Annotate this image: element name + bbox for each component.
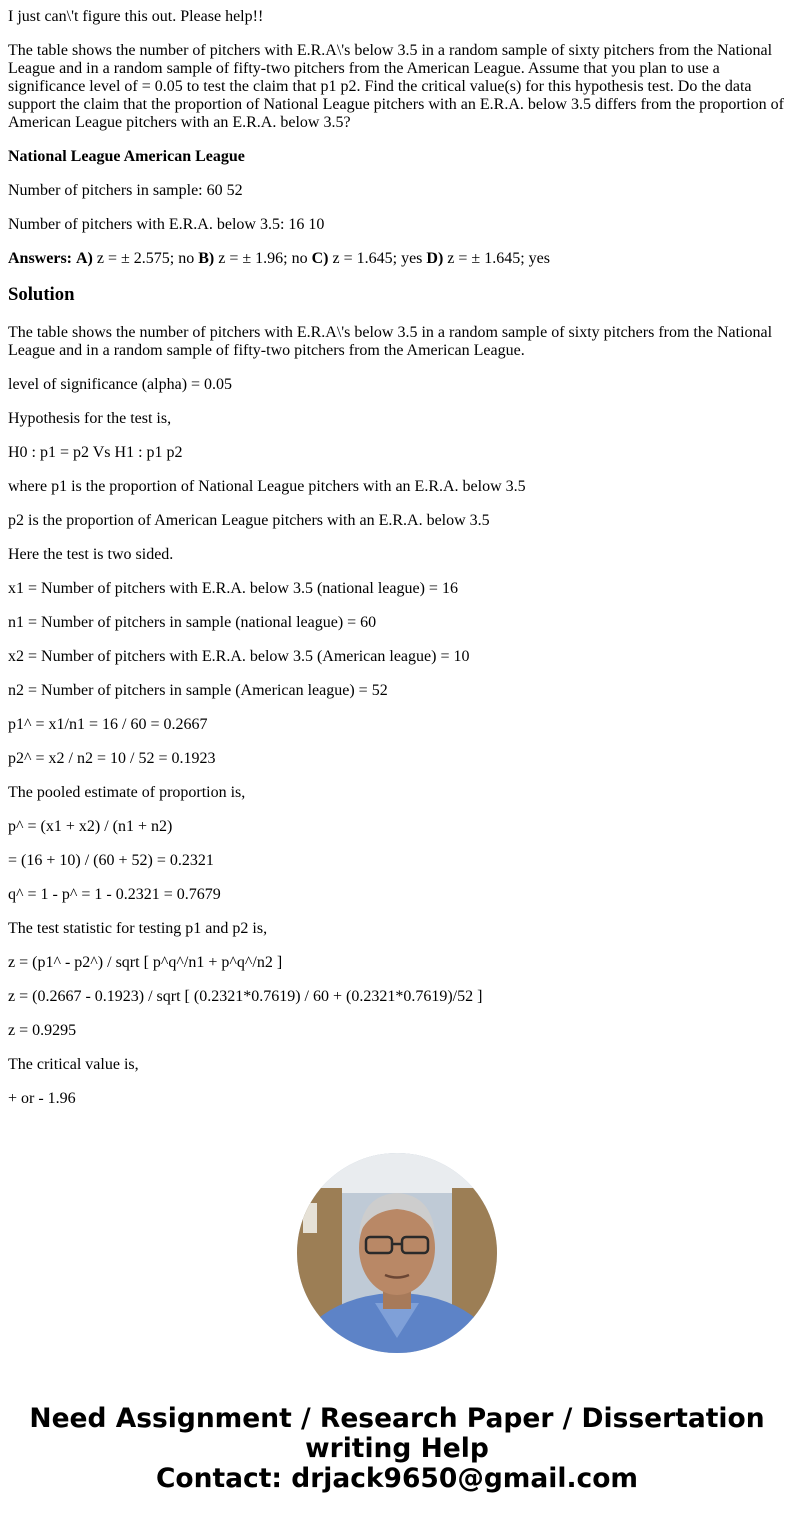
option-text: z = ± 2.575; no bbox=[92, 250, 199, 267]
option-text: z = ± 1.96; no bbox=[214, 250, 312, 267]
solution-line: p^ = (x1 + x2) / (n1 + n2) bbox=[8, 818, 173, 835]
solution-line: Hypothesis for the test is, bbox=[8, 410, 172, 427]
solution-line: level of significance (alpha) = 0.05 bbox=[8, 376, 233, 393]
solution-line: The critical value is, bbox=[8, 1056, 139, 1073]
question-intro: I just can\'t figure this out. Please help!! bbox=[8, 8, 264, 25]
solution-line: x1 = Number of pitchers with E.R.A. below 3.5 (national league) = 16 bbox=[8, 580, 458, 597]
promo-line: Need Assignment / Research Paper / Dissertation bbox=[29, 1403, 765, 1434]
answer-options bbox=[8, 250, 786, 268]
solution-line: H0 : p1 = p2 Vs H1 : p1 p2 bbox=[8, 444, 183, 461]
answers-label: Answers: bbox=[8, 250, 72, 267]
solution-line: z = 0.9295 bbox=[8, 1022, 77, 1039]
solution-line: p2 is the proportion of American League pitchers with an E.R.A. below 3.5 bbox=[8, 512, 490, 529]
solution-line: The pooled estimate of proportion is, bbox=[8, 784, 246, 801]
solution-line: n2 = Number of pitchers in sample (American league) = 52 bbox=[8, 682, 388, 699]
option-letter: D) bbox=[426, 250, 444, 267]
solution-line: z = (p1^ - p2^) / sqrt [ p^q^/n1 + p^q^/n2 ] bbox=[8, 954, 283, 971]
solution-line: q^ = 1 - p^ = 1 - 0.2321 = 0.7679 bbox=[8, 886, 221, 903]
solution-line: Here the test is two sided. bbox=[8, 546, 174, 563]
question-body: The table shows the number of pitchers with E.R.A\'s below 3.5 in a random sample of sixty pitchers from the National League and in a random sample of fifty-two pitchers from the American League. Assume that you plan to use a significance level of = 0.05 to test the claim that p1 p2. Find the critical value(s) for this hypothesis test. Do the data support the claim that the proportion of National League pitchers with an E.R.A. below 3.5 differs from the proportion of American League pitchers with an E.R.A. below 3.5? bbox=[8, 42, 784, 131]
solution-line: where p1 is the proportion of National League pitchers with an E.R.A. below 3.5 bbox=[8, 478, 526, 495]
option-text: z = 1.645; yes bbox=[328, 250, 427, 267]
solution-line: + or - 1.96 bbox=[8, 1090, 76, 1107]
solution-line: = (16 + 10) / (60 + 52) = 0.2321 bbox=[8, 852, 214, 869]
promo-contact: Contact: drjack9650@gmail.com bbox=[155, 1463, 639, 1494]
solution-heading: Solution bbox=[8, 284, 75, 305]
solution-line: x2 = Number of pitchers with E.R.A. below 3.5 (American league) = 10 bbox=[8, 648, 470, 665]
option-letter: B) bbox=[198, 250, 215, 267]
promo-line: writing Help bbox=[305, 1433, 489, 1464]
option-letter: C) bbox=[311, 250, 329, 267]
solution-line: The test statistic for testing p1 and p2 is, bbox=[8, 920, 268, 937]
author-portrait-image bbox=[297, 1153, 497, 1353]
table-header: National League American League bbox=[8, 148, 245, 165]
solution-line: n1 = Number of pitchers in sample (national league) = 60 bbox=[8, 614, 377, 631]
table-row-sample: Number of pitchers in sample: 60 52 bbox=[8, 182, 243, 199]
author-avatar bbox=[297, 1153, 497, 1353]
solution-line: z = (0.2667 - 0.1923) / sqrt [ (0.2321*0.7619) / 60 + (0.2321*0.7619)/52 ] bbox=[8, 988, 483, 1005]
option-letter: A) bbox=[76, 250, 93, 267]
solution-line: The table shows the number of pitchers with E.R.A\'s below 3.5 in a random sample of sixty pitchers from the National League and in a random sample of fifty-two pitchers from the American League. bbox=[8, 324, 773, 359]
option-text: z = ± 1.645; yes bbox=[443, 250, 550, 267]
solution-line: p1^ = x1/n1 = 16 / 60 = 0.2667 bbox=[8, 716, 208, 733]
table-row-below: Number of pitchers with E.R.A. below 3.5: 16 10 bbox=[8, 216, 325, 233]
promo-banner bbox=[0, 1404, 794, 1494]
solution-line: p2^ = x2 / n2 = 10 / 52 = 0.1923 bbox=[8, 750, 216, 767]
